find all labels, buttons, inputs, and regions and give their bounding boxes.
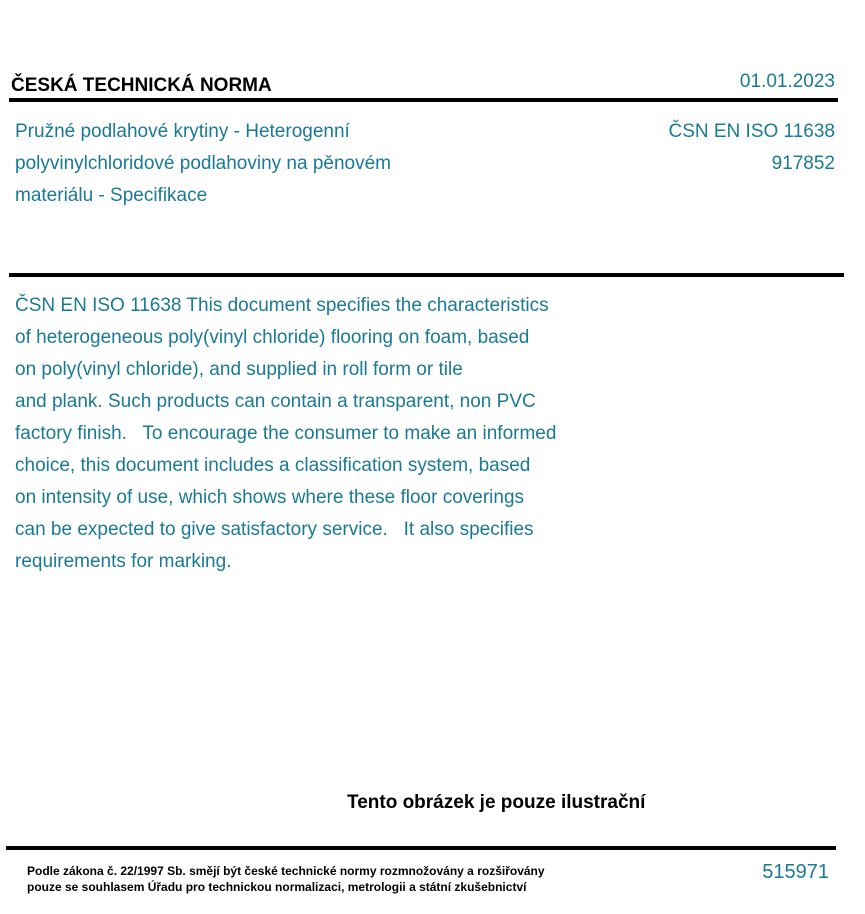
section-divider [9,273,844,277]
standard-title-line: materiálu - Specifikace [15,185,208,206]
abstract-line: can be expected to give satisfactory service. It also specifies [15,519,534,540]
abstract-line: on poly(vinyl chloride), and supplied in roll form or tile [15,359,463,380]
legal-notice [27,863,545,895]
standard-identifiers [668,116,835,180]
footer-number: 515971 [762,861,829,883]
standard-code: ČSN EN ISO 11638 [668,121,835,142]
legal-notice-line: Podle zákona č. 22/1997 Sb. smějí být české technické normy rozmnožovány a rozšiřovány [27,864,545,878]
legal-notice-line: pouze se souhlasem Úřadu pro technickou normalizaci, metrologii a státní zkušebnictví [27,880,527,894]
standard-title-line: Pružné podlahové krytiny - Heterogenní [15,121,350,142]
illustration-note: Tento obrázek je pouze ilustrační [347,792,646,813]
abstract-line: factory finish. To encourage the consumer to make an informed [15,423,557,444]
document-date: 01.01.2023 [739,71,835,92]
abstract-line: requirements for marking. [15,551,232,572]
header-divider [9,98,838,102]
footer-divider [6,846,836,850]
document-header-title: ČESKÁ TECHNICKÁ NORMA [11,75,272,96]
abstract-line: on intensity of use, which shows where these floor coverings [15,487,525,508]
abstract-line: ČSN EN ISO 11638 This document specifies the characteristics [15,295,549,316]
abstract-line: choice, this document includes a classification system, based [15,455,531,476]
abstract-line: and plank. Such products can contain a transparent, non PVC [15,391,536,412]
abstract-line: of heterogeneous poly(vinyl chloride) flooring on foam, based [15,327,530,348]
standard-title [15,116,485,212]
standard-title-line: polyvinylchloridové podlahoviny na pěnovém [15,153,392,174]
abstract-text [15,290,556,578]
catalog-number: 917852 [771,153,835,174]
